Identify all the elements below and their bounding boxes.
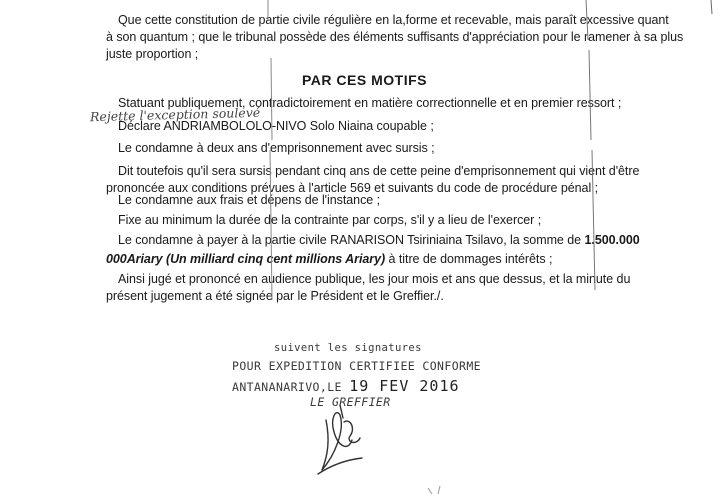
paragraph-declare: Déclare ANDRIAMBOLOLO-NIVO Solo Niaina coupable ; xyxy=(118,119,434,133)
stamp-greffier: LE GREFFIER xyxy=(310,395,391,409)
handwritten-annotation: Rejette l'exception soulevé xyxy=(89,104,261,125)
payment-text: Le condamne à payer à la partie civile RANARISON Tsiriniaina Tsilavo, la somme de xyxy=(118,233,585,247)
paragraph-closing-line-1: Ainsi jugé et prononcé en audience publique, les jour mois et ans que dessus, et la minute du xyxy=(118,272,631,286)
signature xyxy=(318,405,362,474)
stamp-certified-copy-line: POUR EXPEDITION CERTIFIEE CONFORME xyxy=(232,359,482,373)
paragraph-1-line-2: à son quantum ; que le tribunal possède des éléments suffisants d'appréciation pour le ramener à sa plus xyxy=(106,30,684,44)
section-heading: PAR CES MOTIFS xyxy=(302,72,427,88)
stamp-signatures-line: suivent les signatures xyxy=(274,342,422,354)
paragraph-1-line-3: juste proportion ; xyxy=(106,47,199,61)
fold-line-right xyxy=(586,0,595,290)
paragraph-contrainte: Fixe au minimum la durée de la contrainte par corps, s'il y a lieu de l'exercer ; xyxy=(118,213,542,227)
fold-line-left xyxy=(268,0,272,300)
payment-amount: 1.500.000 xyxy=(584,233,640,247)
edge-mark xyxy=(711,0,712,14)
paragraph-1-line-1: Que cette constitution de partie civile régulière en la,forme et recevable, mais paraît excessive quant xyxy=(118,13,669,27)
paragraph-closing-line-2: présent jugement a été signée par le Président et le Greffier./. xyxy=(106,289,444,303)
paragraph-sentence: Le condamne à deux ans d'emprisonnement avec sursis ; xyxy=(118,141,435,155)
bottom-mark xyxy=(428,486,440,494)
stamp-place: ANTANANARIVO,LE xyxy=(232,380,342,394)
paragraph-sursis-line-2: prononcée aux conditions prévues à l'article 569 et suivants du code de procédure pénal ; xyxy=(106,181,599,195)
paragraph-sursis-line-1: Dit toutefois qu'il sera sursis pendant cinq ans de cette peine d'emprisonnement qui vient d'être xyxy=(118,164,640,178)
stamp-date: 19 FEV 2016 xyxy=(349,377,460,395)
payment-amount-words: 000Ariary (Un milliard cinq cent millions Ariary) xyxy=(106,252,386,266)
payment-purpose: à titre de dommages intérêts ; xyxy=(385,252,553,266)
paragraph-frais: Le condamne aux frais et dépens de l'instance ; xyxy=(118,193,381,207)
paragraph-statuant: Statuant publiquement, contradictoirement en matière correctionnelle et en premier ressort ; xyxy=(118,96,622,110)
